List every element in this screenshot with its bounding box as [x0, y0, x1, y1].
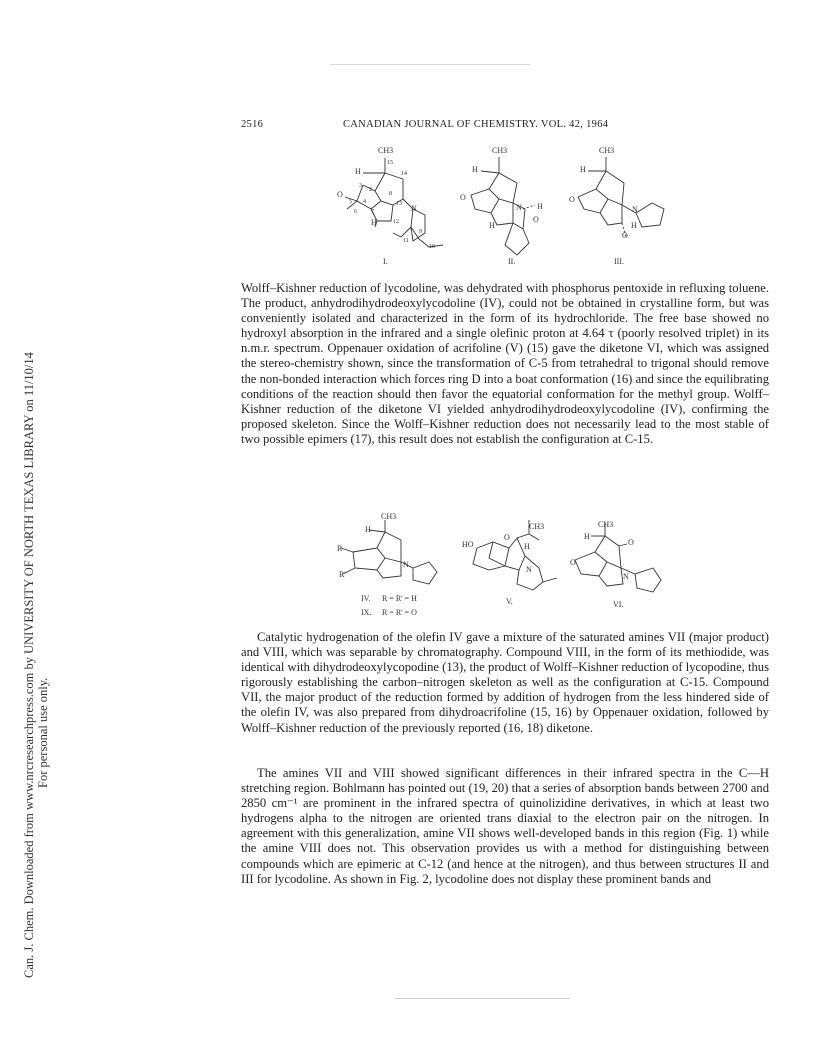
struct3-nh: H: [631, 221, 637, 230]
struct4-label-ix: IX.: [361, 608, 372, 617]
struct6-n: N: [623, 572, 629, 581]
structure-figure-2: [241, 512, 641, 622]
struct6-label: VI.: [613, 600, 624, 609]
struct1-num-7: 7: [371, 209, 374, 215]
struct4-h: H: [365, 525, 371, 534]
structure-figure-1: [241, 143, 641, 273]
struct3-label: III.: [614, 257, 624, 266]
struct2-oh: O: [533, 215, 539, 224]
struct1-ch3: CH3: [378, 146, 394, 155]
struct5-label: V.: [506, 597, 513, 606]
page-number: 2516: [241, 119, 264, 130]
struct2-h-lower: H: [489, 221, 495, 230]
structure-I-drawing: [333, 143, 453, 268]
struct1-num-13: 13: [396, 201, 402, 207]
side-note-line2: For personal use only.: [36, 677, 50, 788]
struct1-n: N: [411, 204, 417, 213]
struct1-num-14: 14: [401, 171, 407, 177]
struct1-num-8: 8: [389, 191, 392, 197]
struct1-num-9: 9: [419, 229, 422, 235]
struct1-o: O: [337, 190, 343, 199]
struct4-formula-ix: R = R' = O: [382, 608, 417, 617]
struct1-num-6: 6: [354, 209, 357, 215]
scan-artifact-top: [330, 64, 530, 65]
structure-II-drawing: [451, 143, 561, 268]
struct1-h-lower: H: [371, 218, 377, 227]
struct4-formula-iv: R = R' = H: [382, 594, 417, 603]
struct4-label-iv: IV.: [361, 594, 371, 603]
struct3-o: O: [569, 195, 575, 204]
struct5-ho: HO: [462, 540, 474, 549]
struct1-num-15: 15: [387, 160, 393, 166]
struct4-ch3: CH3: [381, 512, 397, 521]
struct4-r: R: [337, 544, 343, 553]
struct3-ch3: CH3: [599, 146, 615, 155]
struct2-n: N: [516, 203, 522, 212]
structure-VI-drawing: [561, 512, 681, 597]
body-paragraph-3: [241, 766, 769, 887]
struct1-num-4: 4: [363, 199, 366, 205]
struct1-num-3: 3: [359, 183, 362, 189]
struct3-n: N: [632, 205, 638, 214]
struct6-o: O: [570, 558, 576, 567]
structure-III-drawing: [564, 143, 684, 268]
struct1-num-12: 12: [393, 219, 399, 225]
struct6-h: H: [584, 532, 590, 541]
struct1-num-10: 10: [429, 244, 435, 250]
struct2-h: H: [472, 165, 478, 174]
journal-title: CANADIAN JOURNAL OF CHEMISTRY. VOL. 42, 1964: [343, 119, 609, 130]
body-paragraph-1: [241, 281, 769, 447]
struct1-num-2: 2: [369, 187, 372, 193]
struct5-ch3: CH3: [529, 522, 545, 531]
struct1-num-5: 5: [349, 199, 352, 205]
struct2-ch3: CH3: [492, 146, 508, 155]
struct5-n: N: [526, 565, 532, 574]
struct4-n: N: [403, 560, 409, 569]
structure-IV-drawing: [333, 512, 453, 592]
struct6-o-ketone: O: [628, 538, 634, 547]
scan-artifact-bottom: [395, 998, 570, 999]
paragraph-3-text: The amines VII and VIII showed significant differences in their infrared spectra in the C—H stretching region. Bohlmann has pointed out (19, 20) that a series of absorption bands between 2700 and 2850 cm⁻¹ are prominent in the infrared spectra of quinolizidine derivatives, in which at least two hydrogens alpha to the nitrogen are oriented trans diaxial to the electron pair on the nitrogen. In agreement with this generalization, amine VII shows well-developed bands in this region (Fig. 1) while the amine VIII does not. This observation provides us with a method for distinguishing between compounds which are epimeric at C-12 (and hence at the nitrogen), and thus between structures II and III for lycodoline. As shown in Fig. 2, lycodoline does not display these prominent bands and: [241, 766, 769, 886]
struct1-num-11: 11: [403, 238, 409, 244]
struct1-label: I.: [383, 257, 388, 266]
struct2-nh: H: [537, 202, 543, 211]
structure-V-drawing: [459, 512, 569, 597]
paragraph-2-text: Catalytic hydrogenation of the olefin IV gave a mixture of the saturated amines VII (major product) and VIII, which was separable by chromatography. Compound VIII, in the form of its methiodide, was identical with dihydrodeoxylycopodine (13), the product of Wolff–Kishner reduction of lycopodine, thus rigorously establishing the carbon–nitrogen skeleton as well as the configuration at C-15. Compound VII, the major product of the reduction formed by addition of hydrogen from the less hindered side of the olefin IV, was also prepared from dihydroacrifoline (15, 16) by Oppenauer oxidation, followed by Wolff–Kishner reduction of the previously reported (16, 18) diketone.: [241, 630, 769, 735]
struct5-h: H: [524, 542, 530, 551]
struct1-h: H: [355, 167, 361, 176]
struct3-h: H: [580, 165, 586, 174]
body-paragraph-2: [241, 630, 769, 736]
struct5-o: O: [504, 533, 510, 542]
side-note-line1: Can. J. Chem. Downloaded from www.nrcresearchpress.com by UNIVERSITY OF NORTH TEXAS LIBRARY on 11/10/14: [22, 352, 36, 978]
struct2-label: II.: [508, 257, 516, 266]
struct2-o: O: [460, 193, 466, 202]
download-side-note: [22, 158, 50, 978]
struct3-oh: O: [622, 231, 628, 240]
struct4-r-prime: R': [339, 570, 346, 579]
struct6-ch3: CH3: [598, 520, 614, 529]
paragraph-1-text: Wolff–Kishner reduction of lycodoline, was dehydrated with phosphorus pentoxide in refluxing toluene. The product, anhydrodihydrodeoxylycodoline (IV), could not be obtained in crystalline form, but was conveniently isolated and characterized in the form of its hydrochloride. The free base showed no hydroxyl absorption in the infrared and a single olefinic proton at 4.64 τ (poorly resolved triplet) in its n.m.r. spectrum. Oppenauer oxidation of acrifoline (V) (15) gave the diketone VI, which was assigned the stereo-chemistry shown, since the transformation of C-5 from tetrahedral to trigonal should remove the non-bonded interaction which forces ring D into a boat conformation (16) and since the equilibrating conditions of the reaction should then favor the equatorial conformation for the methyl group. Wolff–Kishner reduction of the diketone VI yielded anhydrodihydrodeoxylycodoline (IV), confirming the proposed skeleton. Since the Wolff–Kishner reduction does not necessarily lead to the most stable of two possible epimers (17), this result does not establish the configuration at C-15.: [241, 281, 769, 446]
